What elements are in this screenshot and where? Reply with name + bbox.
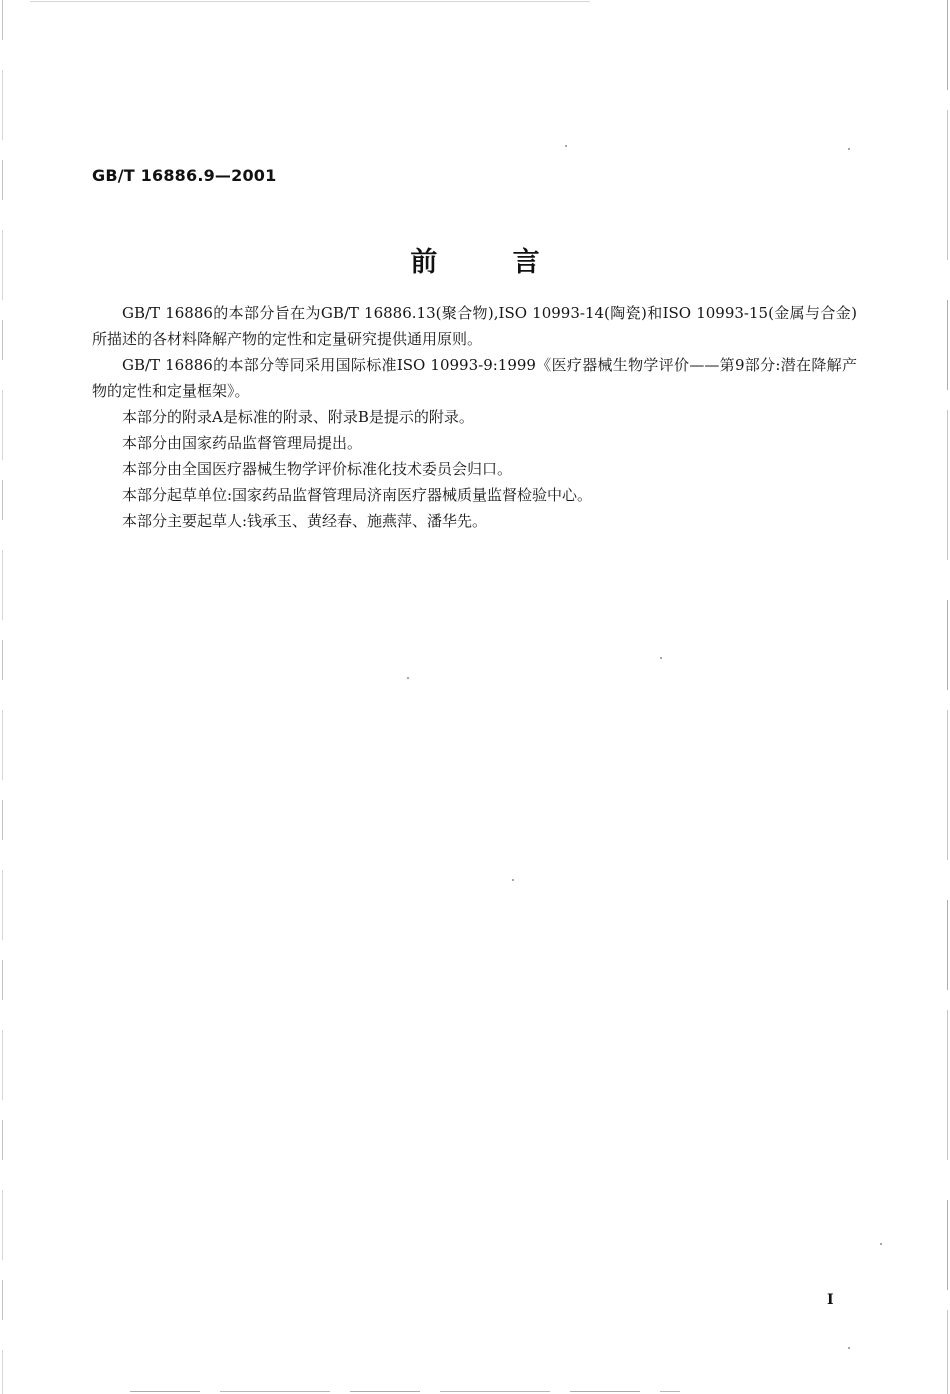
paragraph-purpose: GB/T 16886的本部分旨在为GB/T 16886.13(聚合物),ISO 10993-14(陶瓷)和ISO 10993-15(金属与合金)所描述的各材料降解产物的定性和定量研究提供通用原则。 [92,304,857,348]
page-number: I [827,1292,834,1308]
paragraph-proposed-by: 本部分由国家药品监督管理局提出。 [122,434,363,452]
foreword-body [92,300,857,534]
scan-speck [565,145,567,147]
paragraph-adoption: GB/T 16886的本部分等同采用国际标准ISO 10993-9:1999《医疗器械生物学评价——第9部分:潜在降解产物的定性和定量框架》。 [92,356,857,400]
scan-edge-bottom [130,1391,680,1392]
scan-speck [660,657,662,659]
paragraph-drafting-unit: 本部分起草单位:国家药品监督管理局济南医疗器械质量监督检验中心。 [122,486,593,504]
standard-code: GB/T 16886.9—2001 [92,166,277,185]
scan-speck [880,1243,882,1245]
scan-speck [512,879,514,881]
page-title: 前 言 [410,247,540,278]
paragraph-centralized-by: 本部分由全国医疗器械生物学评价标准化技术委员会归口。 [122,460,513,478]
scan-speck [848,148,850,150]
paragraph-drafters: 本部分主要起草人:钱承玉、黄经春、施燕萍、潘华先。 [122,512,488,530]
scan-edge-top [30,1,590,2]
scan-edge-right [947,0,948,1394]
scan-edge-left [2,0,3,1394]
paragraph-annexes: 本部分的附录A是标准的附录、附录B是提示的附录。 [122,408,474,426]
scan-speck [848,1347,850,1349]
scan-speck [407,677,409,679]
